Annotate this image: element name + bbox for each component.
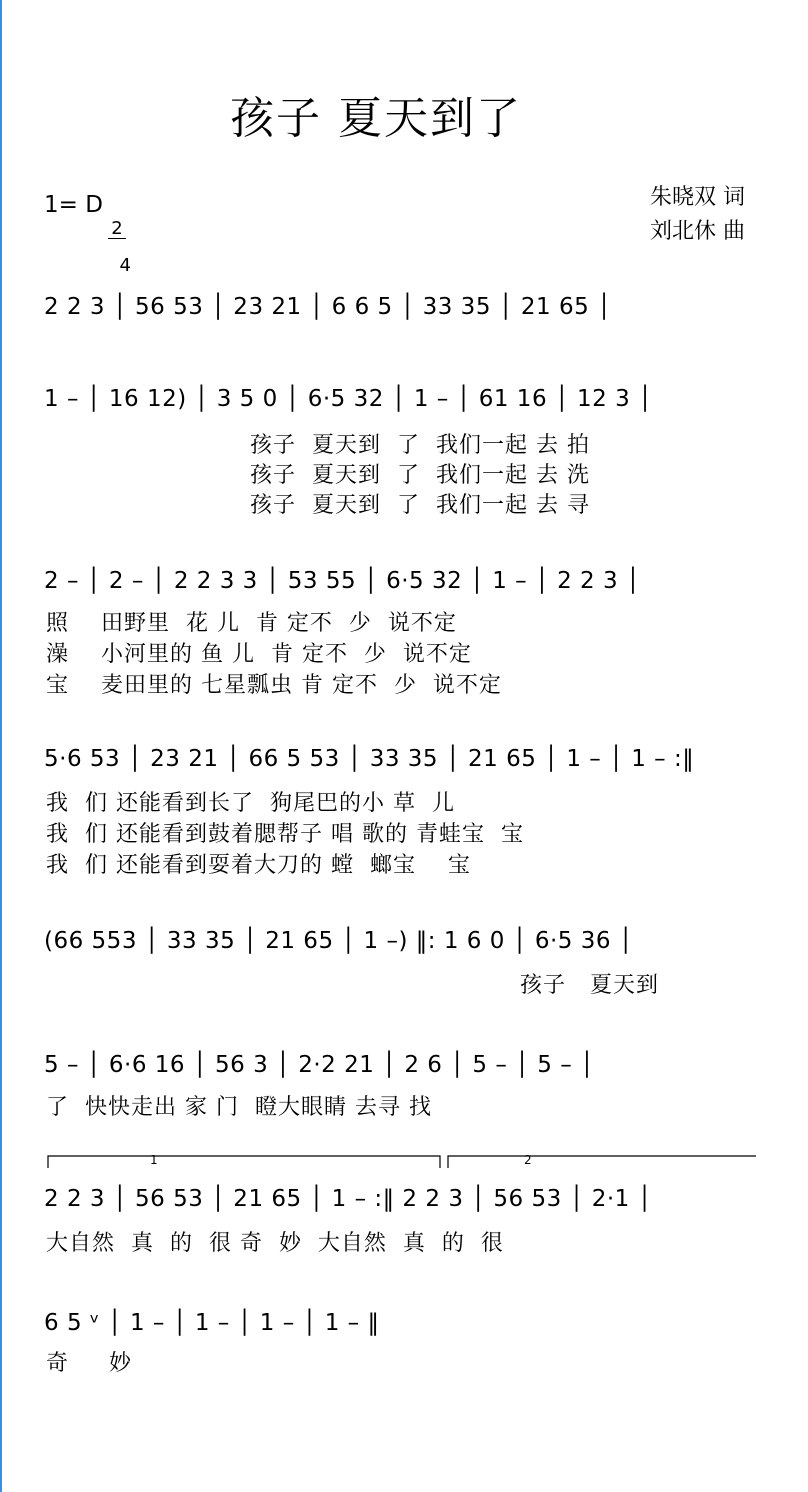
time-signature-denominator: 4: [119, 255, 131, 276]
lyric-line-4-1: 我 们 还能看到长了 狗尾巴的小 草 儿: [46, 791, 455, 816]
lyric-line-3-3: 宝 麦田里的 七星瓢虫 肯 定不 少 说不定: [46, 673, 502, 698]
music-line-3: 2 – │ 2 – │ 2 2 3 3 │ 53 55 │ 6·5 32 │ 1 – │ 2 2 3 │: [44, 568, 641, 594]
composer-credit: 刘北休 曲: [650, 219, 745, 244]
lyric-line-3-2: 澡 小河里的 鱼 儿 肯 定不 少 说不定: [46, 642, 472, 667]
lyric-line-2-2: 孩子 夏天到 了 我们一起 去 洗: [250, 463, 590, 488]
music-line-2: 1 – │ 16 12) │ 3 5 0 │ 6·5 32 │ 1 – │ 61 16 │ 12 3 │: [44, 386, 653, 412]
lyric-line-4-2: 我 们 还能看到鼓着腮帮子 唱 歌的 青蛙宝 宝: [46, 822, 524, 847]
lyricist-credit: 朱晓双 词: [650, 185, 745, 210]
lyric-line-3-1: 照 田野里 花 儿 肯 定不 少 说不定: [46, 611, 457, 636]
music-line-4: 5·6 53 │ 23 21 │ 66 5 53 │ 33 35 │ 21 65 │ 1 – │ 1 – :‖: [44, 746, 695, 772]
music-line-7: 2 2 3 │ 56 53 │ 21 65 │ 1 – :‖ 2 2 3 │ 56 53 │ 2·1 │: [44, 1186, 652, 1212]
time-signature: [108, 184, 131, 276]
lyric-line-4-3: 我 们 还能看到耍着大刀的 螳 螂宝 宝: [46, 853, 471, 878]
music-line-8: 6 5 ᵛ │ 1 – │ 1 – │ 1 – │ 1 – ‖: [44, 1310, 380, 1336]
music-line-6: 5 – │ 6·6 16 │ 56 3 │ 2·2 21 │ 2 6 │ 5 – │ 5 – │: [44, 1052, 595, 1078]
left-border-line: [0, 0, 2, 1492]
lyric-line-5-1: 孩子 夏天到: [520, 973, 659, 998]
second-ending-label: 2: [524, 1153, 532, 1167]
key-signature: 1= D: [44, 192, 103, 218]
lyric-line-2-1: 孩子 夏天到 了 我们一起 去 拍: [250, 433, 590, 458]
music-line-5: (66 553 │ 33 35 │ 21 65 │ 1 –) ‖: 1 6 0 │ 6·5 36 │: [44, 928, 634, 954]
lyric-line-2-3: 孩子 夏天到 了 我们一起 去 寻: [250, 493, 590, 518]
song-title: 孩子 夏天到了: [230, 93, 522, 144]
time-signature-numerator: 2: [108, 220, 126, 239]
music-line-1: 2 2 3 │ 56 53 │ 23 21 │ 6 6 5 │ 33 35 │ 21 65 │: [44, 294, 612, 320]
lyric-line-8-1: 奇 妙: [46, 1351, 132, 1376]
first-ending-label: 1: [150, 1153, 158, 1167]
lyric-line-6-1: 了 快快走出 家 门 瞪大眼睛 去寻 找: [46, 1095, 432, 1120]
lyric-line-7-1: 大自然 真 的 很 奇 妙 大自然 真 的 很: [46, 1231, 504, 1256]
